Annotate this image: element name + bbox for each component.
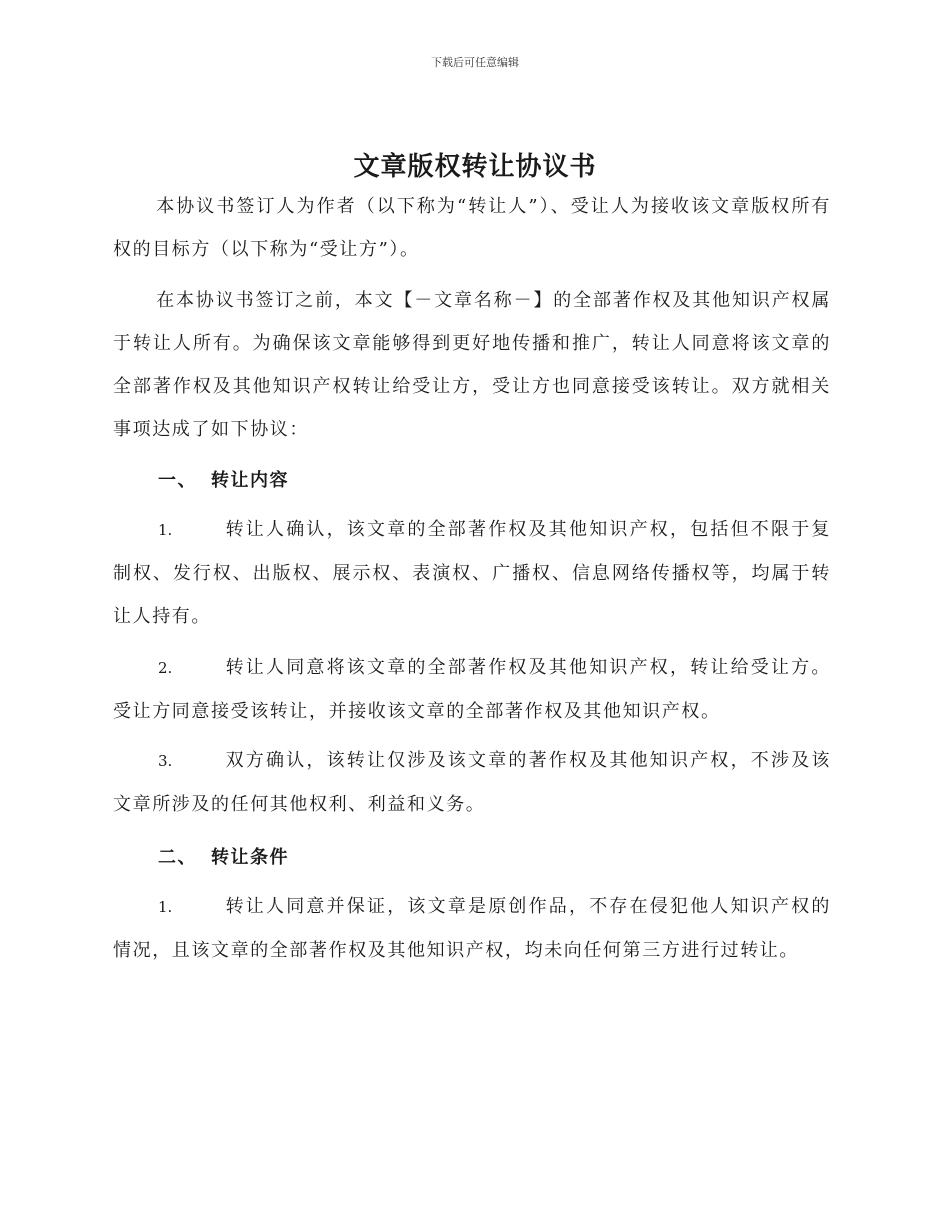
section-number: 一、: [158, 470, 197, 491]
section-number: 二、: [158, 847, 197, 868]
intro-paragraph-1: [113, 185, 831, 271]
section-title: 转让条件: [211, 847, 289, 868]
section-title: 转让内容: [211, 470, 289, 491]
intro-text-1: 本协议书签订人为作者（以下称为“转让人”）、受让人为接收该文章版权所有权的目标方（以下称为“受让方”）。: [113, 196, 831, 260]
intro-text-2: 在本协议书签订之前，本文【－文章名称－】的全部著作权及其他知识产权属于转让人所有。为确保该文章能够得到更好地传播和推广，转让人同意将该文章的全部著作权及其他知识产权转让给受让方，受让方也同意接受该转让。双方就相关事项达成了如下协议：: [113, 290, 831, 440]
item-number: 3.: [158, 752, 173, 770]
list-item: [113, 646, 831, 733]
list-item: [113, 739, 831, 826]
section-heading-2: [158, 843, 289, 869]
document-title: 文章版权转让协议书: [353, 152, 597, 182]
item-number: 1.: [158, 898, 173, 916]
item-text: 转让人同意并保证，该文章是原创作品，不存在侵犯他人知识产权的情况，且该文章的全部著作权及其他知识产权，均未向任何第三方进行过转让。: [113, 896, 831, 961]
header-note: 下载后可任意编辑: [431, 56, 519, 69]
list-item: [113, 885, 831, 972]
item-number: 2.: [158, 659, 173, 677]
list-item: [113, 508, 831, 638]
intro-paragraph-2: [113, 279, 831, 451]
item-text: 转让人确认，该文章的全部著作权及其他知识产权，包括但不限于复制权、发行权、出版权、展示权、表演权、广播权、信息网络传播权等，均属于转让人持有。: [113, 519, 831, 627]
item-text: 双方确认，该转让仅涉及该文章的著作权及其他知识产权，不涉及该文章所涉及的任何其他权利、利益和义务。: [113, 750, 831, 815]
item-text: 转让人同意将该文章的全部著作权及其他知识产权，转让给受让方。受让方同意接受该转让，并接收该文章的全部著作权及其他知识产权。: [113, 657, 831, 722]
section-heading-1: [158, 466, 289, 492]
item-number: 1.: [158, 521, 173, 539]
